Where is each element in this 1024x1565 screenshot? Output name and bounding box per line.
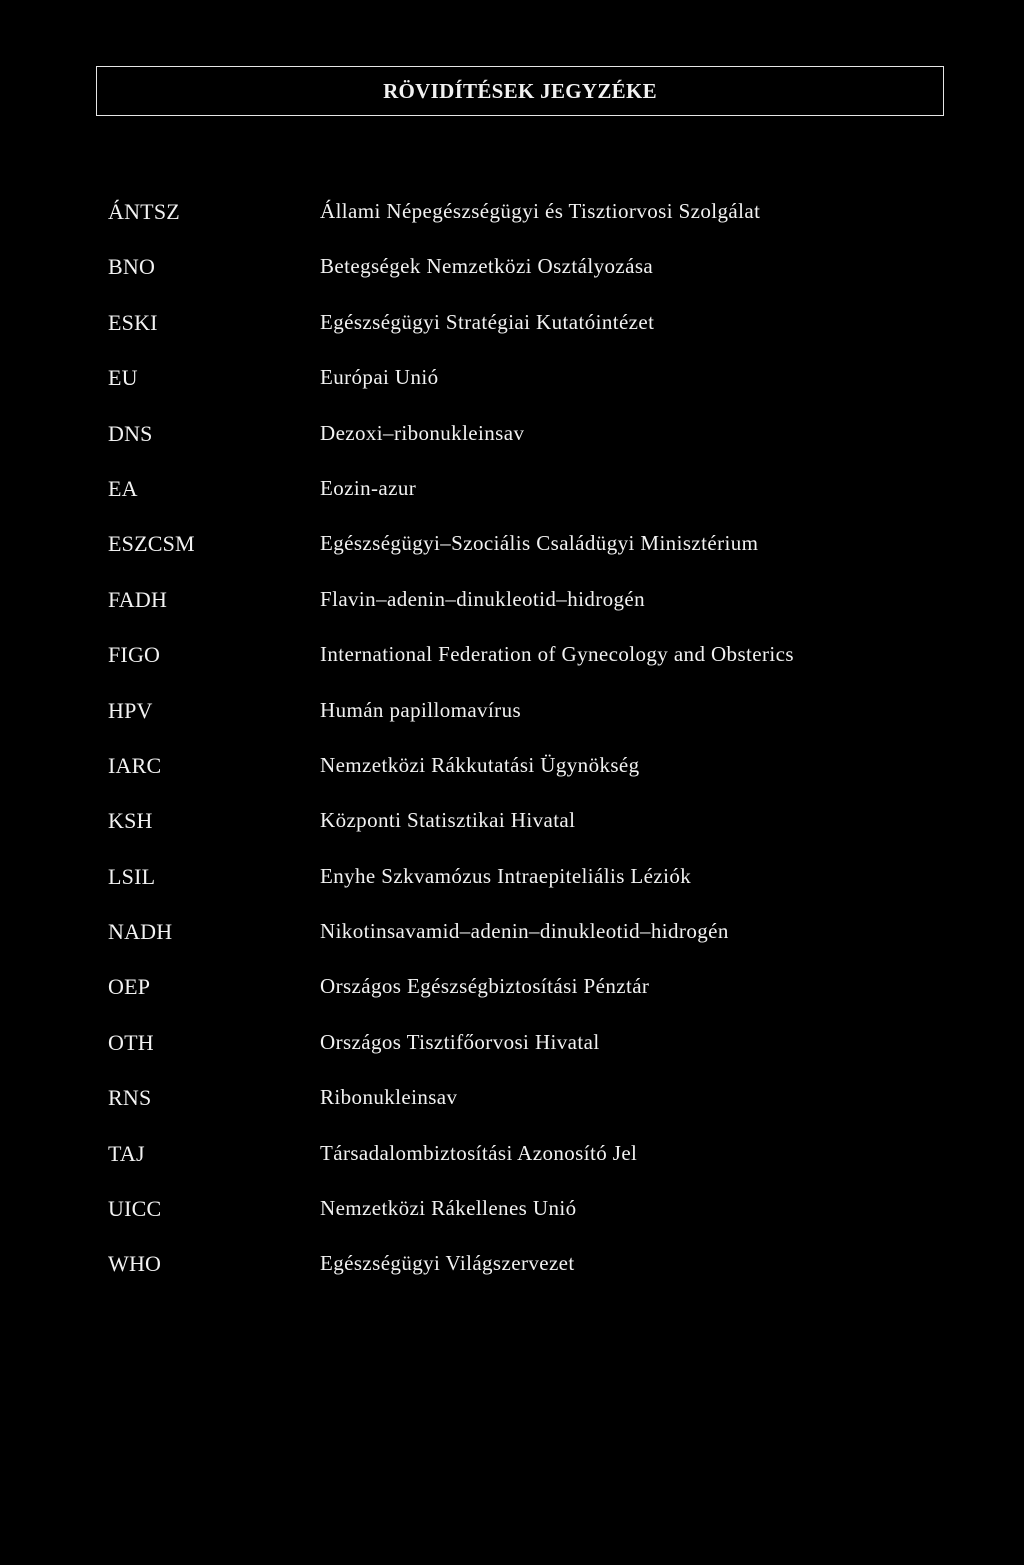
abbreviation-row: [0, 632, 1024, 687]
abbreviation-row: [0, 189, 1024, 244]
abbreviation-term: IARC: [108, 752, 162, 778]
abbreviation-definition: Enyhe Szkvamózus Intraepiteliális Léziók: [320, 863, 692, 888]
abbreviation-row: [0, 1075, 1024, 1130]
abbreviation-definition: Egészségügyi Világszervezet: [320, 1251, 575, 1276]
abbreviation-definition: Nikotinsavamid–adenin–dinukleotid–hidrogén: [320, 919, 729, 944]
abbreviation-row: [0, 1020, 1024, 1075]
abbreviation-definition: Eozin-azur: [320, 475, 417, 500]
abbreviation-row: [0, 300, 1024, 355]
abbreviation-definition: Egészségügyi Stratégiai Kutatóintézet: [320, 309, 655, 334]
abbreviation-term: LSIL: [108, 863, 156, 889]
abbreviation-definition: Dezoxi–ribonukleinsav: [320, 420, 525, 445]
abbreviation-term: EA: [108, 475, 138, 501]
abbreviation-row: [0, 743, 1024, 798]
abbreviation-definition: Országos Tisztifőorvosi Hivatal: [320, 1029, 600, 1054]
abbreviation-term: TAJ: [108, 1140, 145, 1166]
abbreviation-definition: International Federation of Gynecology and Obsterics: [320, 642, 794, 667]
abbreviation-term: ÁNTSZ: [108, 199, 180, 224]
abbreviation-row: [0, 244, 1024, 299]
abbreviation-term: UICC: [108, 1196, 162, 1222]
abbreviation-row: [0, 909, 1024, 964]
abbreviation-row: [0, 1131, 1024, 1186]
abbreviation-row: [0, 411, 1024, 466]
abbreviation-term: HPV: [108, 697, 153, 723]
abbreviation-row: [0, 577, 1024, 632]
abbreviation-definition: Központi Statisztikai Hivatal: [320, 808, 576, 833]
abbreviation-term: ESZCSM: [108, 531, 195, 557]
abbreviation-term: ESKI: [108, 309, 158, 335]
title-box: [96, 66, 944, 116]
abbreviation-row: [0, 521, 1024, 576]
abbreviation-row: [0, 688, 1024, 743]
abbreviation-definition: Nemzetközi Rákellenes Unió: [320, 1196, 577, 1221]
abbreviation-term: FADH: [108, 586, 168, 612]
abbreviation-definition: Nemzetközi Rákkutatási Ügynökség: [320, 752, 640, 777]
abbreviation-row: [0, 964, 1024, 1019]
page-title: RÖVIDÍTÉSEK JEGYZÉKE: [383, 78, 657, 103]
abbreviation-term: OTH: [108, 1029, 154, 1055]
abbreviation-definition: Ribonukleinsav: [320, 1085, 458, 1110]
abbreviation-term: FIGO: [108, 642, 161, 668]
abbreviation-definition: Állami Népegészségügyi és Tisztiorvosi Szolgálat: [320, 199, 761, 223]
abbreviation-row: [0, 1241, 1024, 1296]
abbreviation-row: [0, 1186, 1024, 1241]
abbreviation-term: EU: [108, 365, 138, 391]
abbreviation-row: [0, 798, 1024, 853]
abbreviation-definition: Európai Unió: [320, 365, 439, 390]
abbreviation-term: WHO: [108, 1251, 162, 1277]
abbreviation-list: [0, 189, 1024, 1297]
abbreviation-definition: Betegségek Nemzetközi Osztályozása: [320, 254, 654, 279]
abbreviation-term: KSH: [108, 808, 153, 834]
abbreviation-row: [0, 854, 1024, 909]
abbreviation-term: BNO: [108, 254, 156, 280]
abbreviation-definition: Társadalombiztosítási Azonosító Jel: [320, 1140, 638, 1165]
abbreviation-definition: Flavin–adenin–dinukleotid–hidrogén: [320, 586, 646, 611]
abbreviation-row: [0, 466, 1024, 521]
abbreviation-term: RNS: [108, 1085, 152, 1111]
abbreviation-term: NADH: [108, 919, 173, 945]
abbreviation-term: OEP: [108, 974, 151, 1000]
abbreviation-definition: Humán papillomavírus: [320, 697, 522, 722]
abbreviation-definition: Egészségügyi–Szociális Családügyi Minisztérium: [320, 531, 759, 556]
abbreviation-term: DNS: [108, 420, 153, 446]
abbreviation-row: [0, 355, 1024, 410]
abbreviation-definition: Országos Egészségbiztosítási Pénztár: [320, 974, 650, 999]
